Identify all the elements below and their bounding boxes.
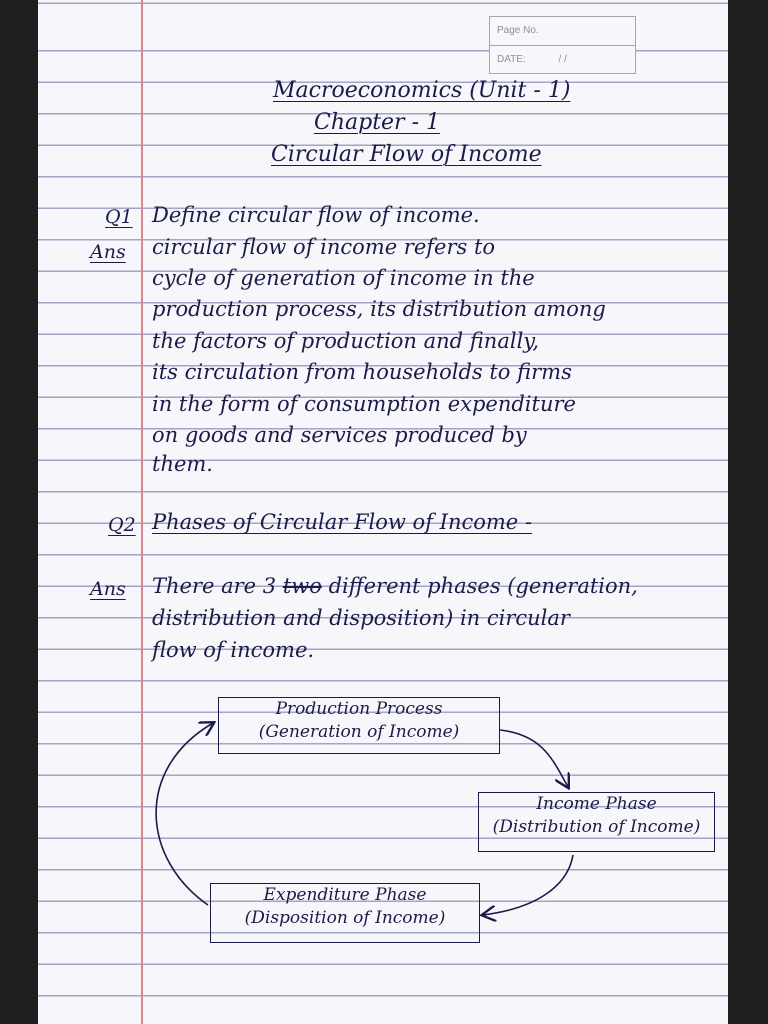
diagram-arrows: [38, 0, 728, 1024]
date-label: DATE:: [497, 54, 526, 65]
income-title: Income Phase: [536, 794, 657, 814]
q1-answer-line: circular flow of income refers to: [152, 235, 496, 259]
arrow-production-to-income: [500, 730, 568, 787]
q1-question: Define circular flow of income.: [152, 203, 480, 227]
q1-label: Q1: [105, 206, 133, 228]
expenditure-subtitle: (Disposition of Income): [244, 908, 446, 928]
chapter-title: Chapter - 1: [314, 110, 440, 135]
q1-answer-line: in the form of consumption expenditure: [152, 392, 576, 416]
q2-answer-end: different phases (generation,: [328, 574, 638, 598]
q1-answer-label: Ans: [90, 241, 126, 263]
q1-answer-line: production process, its distribution among: [152, 297, 606, 321]
arrow-income-to-expenditure: [483, 855, 573, 915]
q2-question: Phases of Circular Flow of Income -: [152, 510, 532, 534]
q2-label: Q2: [108, 514, 136, 536]
q1-answer-line: its circulation from households to firms: [152, 360, 572, 384]
q2-answer-label: Ans: [90, 578, 126, 600]
topic-title: Circular Flow of Income: [271, 142, 542, 167]
income-subtitle: (Distribution of Income): [492, 817, 701, 837]
course-title: Macroeconomics (Unit - 1): [273, 78, 571, 103]
q2-answer-line: flow of income.: [152, 638, 315, 662]
date-slashes: / /: [558, 54, 567, 65]
production-subtitle: (Generation of Income): [258, 722, 460, 742]
q2-answer-start: There are 3: [152, 574, 277, 598]
q1-answer-line: the factors of production and finally,: [152, 329, 540, 353]
production-title: Production Process: [275, 699, 443, 719]
q2-answer-strikethrough: two: [282, 574, 322, 598]
q1-answer-line: them.: [152, 452, 213, 476]
arrow-expenditure-to-production: [156, 723, 213, 905]
q2-answer-line: distribution and disposition) in circular: [152, 606, 570, 630]
page-no-label: Page No.: [497, 25, 539, 36]
expenditure-title: Expenditure Phase: [263, 885, 427, 905]
notebook-page: [38, 0, 728, 1024]
q1-answer-line: cycle of generation of income in the: [152, 266, 535, 290]
q1-answer-line: on goods and services produced by: [152, 423, 527, 447]
